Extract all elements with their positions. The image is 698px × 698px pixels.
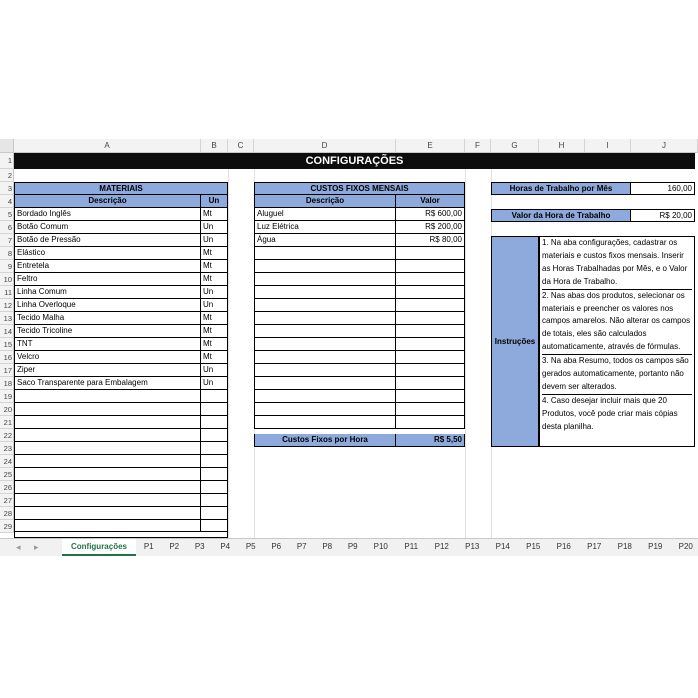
sheet-tab[interactable]: P9 xyxy=(347,542,358,551)
column-header-i[interactable]: I xyxy=(585,139,631,153)
sheet-tab[interactable]: P6 xyxy=(271,542,282,551)
row-header[interactable]: 16 xyxy=(0,351,14,364)
row-header[interactable]: 25 xyxy=(0,468,14,481)
custos-valor-cell[interactable] xyxy=(396,403,465,416)
materiais-un-cell[interactable]: Un xyxy=(201,299,228,312)
instrucoes-text[interactable] xyxy=(539,236,695,447)
column-header-e[interactable]: E xyxy=(396,139,465,153)
materiais-un-cell[interactable] xyxy=(201,455,228,468)
row-header[interactable]: 26 xyxy=(0,481,14,494)
custos-desc-cell[interactable] xyxy=(254,325,396,338)
custos-desc-cell[interactable] xyxy=(254,377,396,390)
row-header[interactable]: 7 xyxy=(0,234,14,247)
sheet-tab[interactable]: P5 xyxy=(245,542,256,551)
row-header[interactable]: 12 xyxy=(0,299,14,312)
row-header[interactable]: 1 xyxy=(0,153,14,169)
sheet-tab[interactable]: P7 xyxy=(296,542,307,551)
custos-valor-cell[interactable]: R$ 80,00 xyxy=(396,234,465,247)
sheet-tab[interactable]: P4 xyxy=(220,542,231,551)
column-header-f[interactable]: F xyxy=(465,139,491,153)
materiais-un-cell[interactable]: Mt xyxy=(201,247,228,260)
sheet-tab[interactable]: P20 xyxy=(678,542,693,551)
materiais-desc-cell[interactable] xyxy=(14,390,201,403)
row-header[interactable]: 28 xyxy=(0,507,14,520)
sheet-tab[interactable]: P1 xyxy=(143,542,154,551)
instrucoes-label[interactable]: Instruções xyxy=(491,236,539,447)
column-header-c[interactable]: C xyxy=(228,139,254,153)
row-header[interactable]: 4 xyxy=(0,195,14,208)
materiais-un-cell[interactable]: Mt xyxy=(201,338,228,351)
sheet-tab[interactable]: Configurações xyxy=(62,539,136,556)
materiais-desc-cell[interactable]: Entretela xyxy=(14,260,201,273)
gridline xyxy=(465,169,466,538)
materiais-desc-cell[interactable] xyxy=(14,520,201,532)
custos-desc-cell[interactable]: Luz Elétrica xyxy=(254,221,396,234)
column-header-g[interactable]: G xyxy=(491,139,539,153)
custos-desc-cell[interactable]: Aluguel xyxy=(254,208,396,221)
materiais-desc-cell[interactable] xyxy=(14,429,201,442)
instrucao-item: 2. Nas abas dos produtos, selecionar os materiais e preencher os valores nos campos amarelos. Não alterar os campos de totais, eles são calculados automaticamente, através de fórmulas. xyxy=(542,290,692,356)
custos-valor-cell[interactable] xyxy=(396,299,465,312)
custos-desc-cell[interactable] xyxy=(254,247,396,260)
sheet-tab[interactable]: P18 xyxy=(617,542,632,551)
sheet-tab[interactable]: P13 xyxy=(465,542,480,551)
row-header[interactable]: 3 xyxy=(0,182,14,195)
instrucao-item: 4. Caso desejar incluir mais que 20 Produtos, você pode criar mais cópias desta planilha. xyxy=(542,395,678,431)
sheet-tab-bar xyxy=(0,538,698,556)
materiais-un-cell[interactable]: Un xyxy=(201,364,228,377)
materiais-desc-cell[interactable]: Ziper xyxy=(14,364,201,377)
materiais-un-cell[interactable]: Un xyxy=(201,234,228,247)
custos-valor-cell[interactable] xyxy=(396,247,465,260)
sheet-tab[interactable]: P15 xyxy=(526,542,541,551)
custos-valor-cell[interactable] xyxy=(396,364,465,377)
custos-desc-cell[interactable] xyxy=(254,299,396,312)
row-header[interactable]: 14 xyxy=(0,325,14,338)
custos-valor-cell[interactable]: R$ 600,00 xyxy=(396,208,465,221)
materiais-desc-cell[interactable]: Elástico xyxy=(14,247,201,260)
materiais-col-desc[interactable]: Descrição xyxy=(14,195,201,208)
row-header[interactable]: 21 xyxy=(0,416,14,429)
valor-hora-value[interactable]: R$ 20,00 xyxy=(631,209,695,222)
row-header[interactable]: 18 xyxy=(0,377,14,390)
materiais-desc-cell[interactable]: Botão de Pressão xyxy=(14,234,201,247)
materiais-un-cell[interactable]: Mt xyxy=(201,260,228,273)
row-header[interactable]: 8 xyxy=(0,247,14,260)
materiais-un-cell[interactable]: Mt xyxy=(201,273,228,286)
row-header[interactable]: 11 xyxy=(0,286,14,299)
column-header-a[interactable]: A xyxy=(14,139,201,153)
materiais-un-cell[interactable]: Mt xyxy=(201,325,228,338)
materiais-un-cell[interactable]: Un xyxy=(201,286,228,299)
materiais-un-cell[interactable] xyxy=(201,442,228,455)
custos-valor-cell[interactable]: R$ 200,00 xyxy=(396,221,465,234)
sheet-tab[interactable]: P19 xyxy=(648,542,663,551)
materiais-desc-cell[interactable] xyxy=(14,442,201,455)
column-header-b[interactable]: B xyxy=(201,139,228,153)
custos-valor-cell[interactable] xyxy=(396,260,465,273)
materiais-desc-cell[interactable]: Feltro xyxy=(14,273,201,286)
materiais-desc-cell[interactable]: Tecido Malha xyxy=(14,312,201,325)
instrucao-item: 3. Na aba Resumo, todos os campos são gerados automaticamente, portanto não devem ser alterados. xyxy=(542,355,692,395)
gridline xyxy=(228,169,229,538)
custos-desc-cell[interactable] xyxy=(254,364,396,377)
select-all-corner[interactable] xyxy=(0,139,14,153)
custos-total-value[interactable]: R$ 5,50 xyxy=(396,434,465,447)
sheet-tab[interactable]: P16 xyxy=(556,542,571,551)
materiais-header[interactable]: MATERIAIS xyxy=(14,182,228,195)
sheet-tab[interactable]: P3 xyxy=(194,542,205,551)
custos-valor-cell[interactable] xyxy=(396,312,465,325)
sheet-tab[interactable]: P17 xyxy=(587,542,602,551)
materiais-desc-cell[interactable]: TNT xyxy=(14,338,201,351)
row-header[interactable]: 29 xyxy=(0,520,14,533)
materiais-desc-cell[interactable] xyxy=(14,481,201,494)
custos-desc-cell[interactable] xyxy=(254,416,396,429)
materiais-un-cell[interactable] xyxy=(201,416,228,429)
materiais-col-un[interactable]: Un xyxy=(201,195,228,208)
custos-desc-cell[interactable] xyxy=(254,390,396,403)
row-header[interactable]: 24 xyxy=(0,455,14,468)
custos-valor-cell[interactable] xyxy=(396,390,465,403)
custos-valor-cell[interactable] xyxy=(396,286,465,299)
custos-total-label[interactable]: Custos Fixos por Hora xyxy=(254,434,396,447)
materiais-desc-cell[interactable]: Velcro xyxy=(14,351,201,364)
materiais-un-cell[interactable] xyxy=(201,429,228,442)
row-header[interactable]: 10 xyxy=(0,273,14,286)
column-header-d[interactable]: D xyxy=(254,139,396,153)
materiais-desc-cell[interactable] xyxy=(14,494,201,507)
materiais-un-cell[interactable] xyxy=(201,481,228,494)
materiais-un-cell[interactable]: Un xyxy=(201,221,228,234)
custos-desc-cell[interactable] xyxy=(254,312,396,325)
custos-valor-cell[interactable] xyxy=(396,338,465,351)
custos-col-desc[interactable]: Descrição xyxy=(254,195,396,208)
materiais-desc-cell[interactable]: Tecido Tricoline xyxy=(14,325,201,338)
row-header[interactable]: 20 xyxy=(0,403,14,416)
row-header[interactable]: 22 xyxy=(0,429,14,442)
row-header[interactable]: 9 xyxy=(0,260,14,273)
custos-valor-cell[interactable] xyxy=(396,377,465,390)
column-header-h[interactable]: H xyxy=(539,139,585,153)
materiais-desc-cell[interactable] xyxy=(14,455,201,468)
row-header[interactable]: 19 xyxy=(0,390,14,403)
materiais-un-cell[interactable] xyxy=(201,390,228,403)
horas-value[interactable]: 160,00 xyxy=(631,182,695,195)
sheet-tab[interactable]: P11 xyxy=(404,542,419,551)
row-header[interactable]: 15 xyxy=(0,338,14,351)
custos-desc-cell[interactable] xyxy=(254,338,396,351)
custos-desc-cell[interactable]: Água xyxy=(254,234,396,247)
sheet-tab[interactable]: P10 xyxy=(373,542,388,551)
materiais-un-cell[interactable]: Mt xyxy=(201,208,228,221)
instrucao-item: 1. Na aba configurações, cadastrar os materiais e custos fixos mensais. Inserir as Horas Trabalhadas por Mês, e o Valor da Hora de Trabalho. xyxy=(542,237,692,290)
custos-desc-cell[interactable] xyxy=(254,286,396,299)
materiais-un-cell[interactable] xyxy=(201,507,228,520)
materiais-un-cell[interactable] xyxy=(201,520,228,532)
custos-valor-cell[interactable] xyxy=(396,325,465,338)
materiais-un-cell[interactable]: Mt xyxy=(201,351,228,364)
row-header[interactable]: 2 xyxy=(0,169,14,182)
materiais-un-cell[interactable]: Un xyxy=(201,377,228,390)
custos-col-valor[interactable]: Valor xyxy=(396,195,465,208)
materiais-desc-cell[interactable]: Saco Transparente para Embalagem xyxy=(14,377,201,390)
page-title[interactable]: CONFIGURAÇÕES xyxy=(14,153,695,169)
sheet-tab[interactable]: P8 xyxy=(322,542,333,551)
row-header[interactable]: 27 xyxy=(0,494,14,507)
custos-desc-cell[interactable] xyxy=(254,403,396,416)
row-header[interactable]: 5 xyxy=(0,208,14,221)
custos-header[interactable]: CUSTOS FIXOS MENSAIS xyxy=(254,182,465,195)
materiais-un-cell[interactable] xyxy=(201,403,228,416)
materiais-desc-cell[interactable]: Linha Overloque xyxy=(14,299,201,312)
materiais-desc-cell[interactable] xyxy=(14,416,201,429)
scroll-tabs-right-icon[interactable]: ▸ xyxy=(34,542,39,552)
materiais-desc-cell[interactable]: Botão Comum xyxy=(14,221,201,234)
materiais-un-cell[interactable] xyxy=(201,494,228,507)
row-header[interactable]: 17 xyxy=(0,364,14,377)
scroll-tabs-left-icon[interactable]: ◂ xyxy=(16,542,21,552)
materiais-desc-cell[interactable] xyxy=(14,507,201,520)
materiais-desc-cell[interactable]: Linha Comum xyxy=(14,286,201,299)
custos-valor-cell[interactable] xyxy=(396,351,465,364)
sheet-tab[interactable]: P12 xyxy=(434,542,449,551)
custos-desc-cell[interactable] xyxy=(254,260,396,273)
custos-desc-cell[interactable] xyxy=(254,273,396,286)
valor-hora-label[interactable]: Valor da Hora de Trabalho xyxy=(491,209,631,222)
materiais-un-cell[interactable] xyxy=(201,468,228,481)
materiais-un-cell[interactable]: Mt xyxy=(201,312,228,325)
row-header[interactable]: 13 xyxy=(0,312,14,325)
materiais-desc-cell[interactable] xyxy=(14,403,201,416)
row-header[interactable]: 23 xyxy=(0,442,14,455)
custos-valor-cell[interactable] xyxy=(396,416,465,429)
custos-desc-cell[interactable] xyxy=(254,351,396,364)
sheet-tab[interactable]: P14 xyxy=(495,542,510,551)
row-header[interactable]: 6 xyxy=(0,221,14,234)
column-header-j[interactable]: J xyxy=(631,139,698,153)
materiais-desc-cell[interactable]: Bordado Inglês xyxy=(14,208,201,221)
custos-valor-cell[interactable] xyxy=(396,273,465,286)
horas-label[interactable]: Horas de Trabalho por Mês xyxy=(491,182,631,195)
sheet-tab[interactable]: P2 xyxy=(169,542,180,551)
materiais-desc-cell[interactable] xyxy=(14,468,201,481)
